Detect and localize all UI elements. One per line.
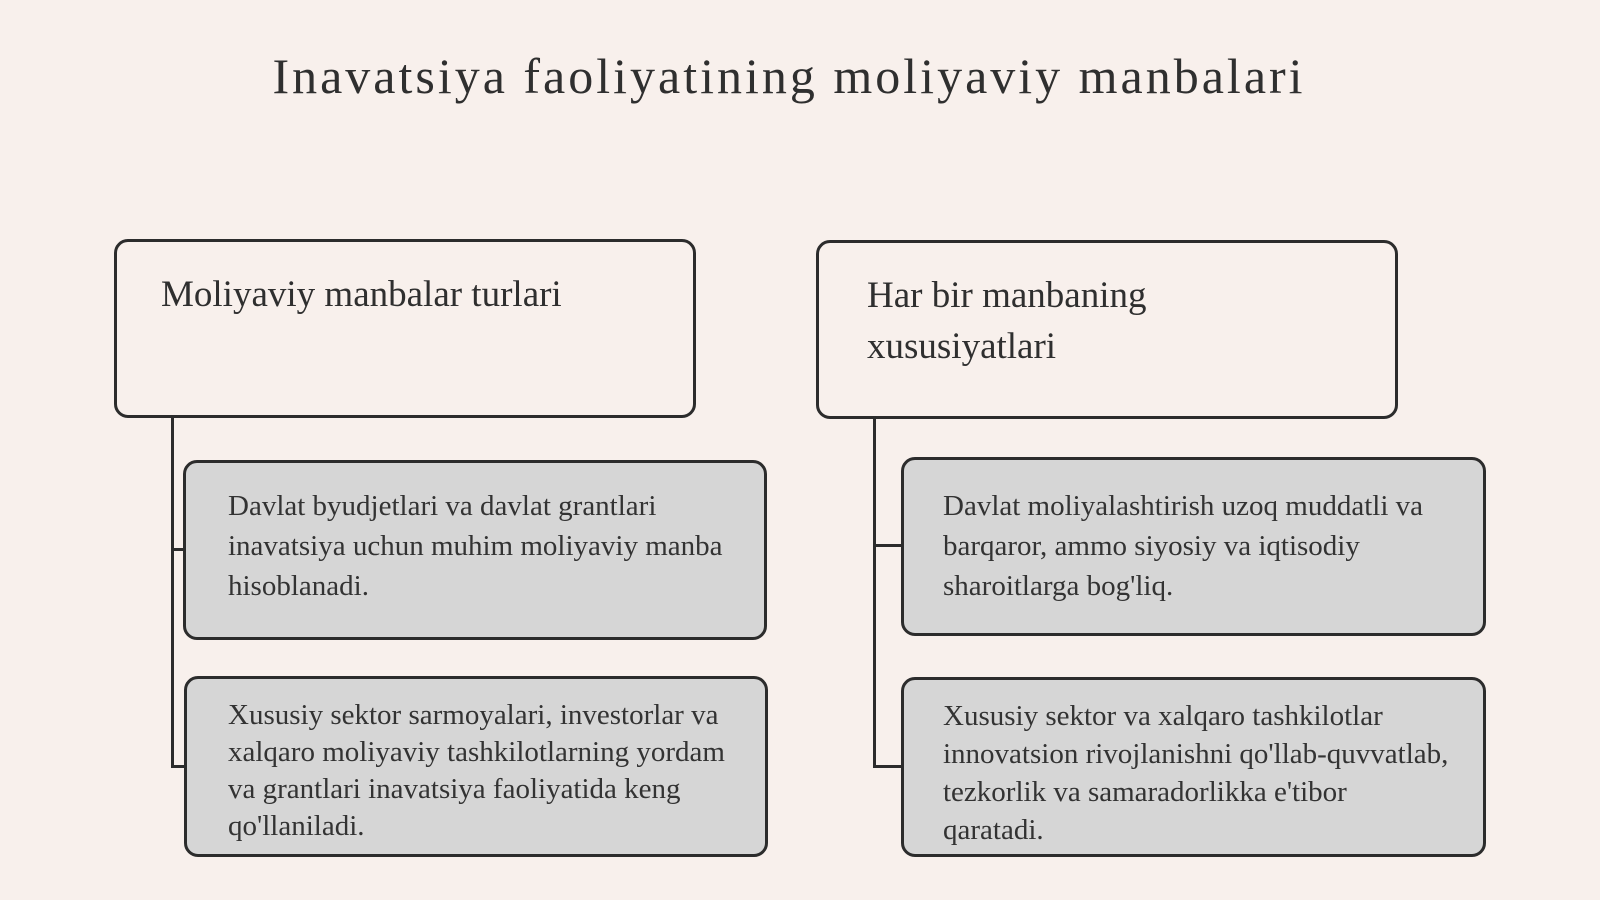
right-item-text-1: Davlat moliyalashtirish uzoq muddatli va barqaror, ammo siyosiy va iqtisodiy sharoitlarga bog'liq. — [943, 490, 1424, 602]
left-item-text-2: Xususiy sektor sarmoyalari, investorlar va xalqaro moliyaviy tashkilotlarning yordam va grantlari inavatsiya faoliyatida keng qo'llaniladi. — [228, 699, 725, 842]
right-header-text: Har bir manbaning xususiyatlari — [867, 275, 1147, 367]
page-title: Inavatsiya faoliyatining moliyaviy manbalari — [272, 48, 1306, 104]
right-branch-line-1 — [873, 544, 904, 547]
left-trunk-line — [171, 414, 174, 768]
right-branch-line-2 — [873, 765, 904, 768]
right-item-text-2: Xususiy sektor va xalqaro tashkilotlar innovatsion rivojlanishni qo'llab-quvvatlab, tezkorlik va samaradorlikka e'tibor qaratadi. — [943, 700, 1449, 846]
left-item-text-1: Davlat byudjetlari va davlat grantlari inavatsiya uchun muhim moliyaviy manba hisoblanadi. — [228, 490, 723, 602]
left-header-text: Moliyaviy manbalar turlari — [161, 274, 562, 315]
left-header-box — [114, 239, 696, 418]
left-branch-line-2 — [171, 765, 185, 768]
right-trunk-line — [873, 414, 876, 768]
